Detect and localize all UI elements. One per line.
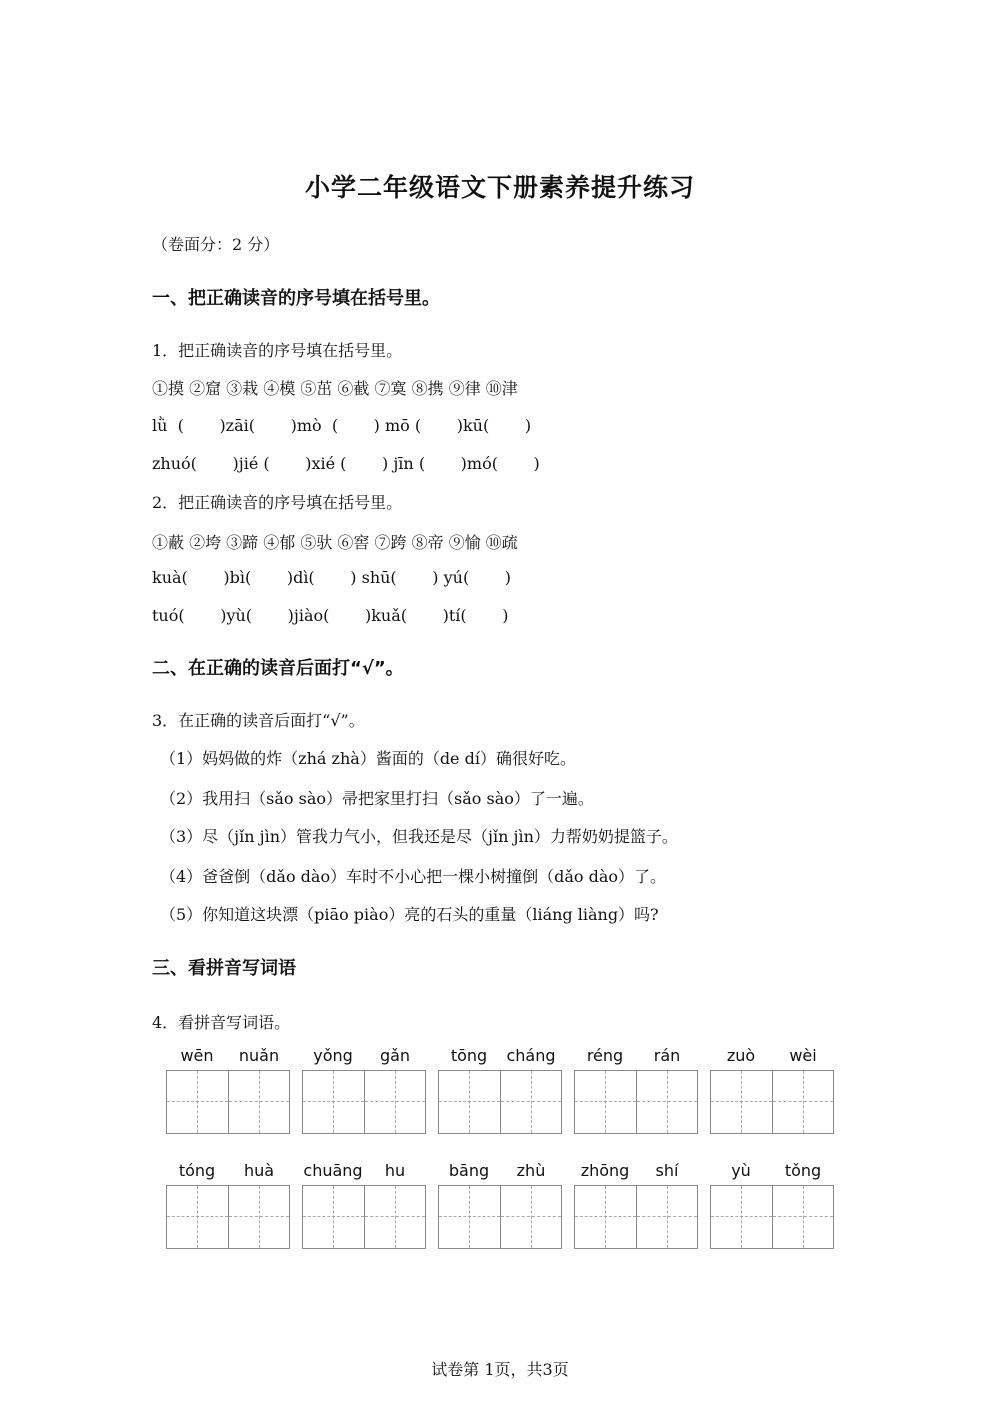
writing-boxes [574,1185,698,1249]
q1-chars: ①摸 ②窟 ③栽 ④模 ⑤茁 ⑥截 ⑦寞 ⑧携 ⑨律 ⑩津 [152,379,518,398]
tian-grid-box[interactable] [364,1071,425,1133]
tian-grid-box[interactable] [167,1186,228,1248]
tian-grid-box[interactable] [364,1186,425,1248]
tian-grid-box[interactable] [167,1071,228,1133]
writing-boxes [710,1185,834,1249]
tian-grid-box[interactable] [636,1186,697,1248]
pinyin-label: nuǎn [238,1046,280,1065]
writing-boxes [574,1070,698,1134]
tian-grid-box[interactable] [772,1186,833,1248]
q4-prompt: 4．看拼音写词语。 [152,1013,291,1032]
q3-item-4: （4）爸爸倒（dǎo dào）车时不小心把一棵小树撞倒（dǎo dào）了。 [160,867,667,886]
pinyin-label: zhōng [580,1161,630,1180]
writing-boxes [438,1185,562,1249]
pinyin-label: huà [243,1161,275,1180]
tian-grid-box[interactable] [500,1071,561,1133]
pinyin-label: hu [384,1161,406,1180]
q2-line1: kuà( )bì( )dì( ) shū( ) yú( ) [152,568,512,587]
writing-boxes [438,1070,562,1134]
section3-heading: 三、看拼音写词语 [152,958,296,979]
q3-item-3: （3）尽（jǐn jìn）管我力气小，但我还是尽（jǐn jìn）力帮奶奶提篮子。 [160,827,678,846]
q3-item-1: （1）妈妈做的炸（zhá zhà）酱面的（de dí）确很好吃。 [160,749,576,768]
pinyin-label: shí [655,1161,679,1180]
pinyin-label: zuò [726,1046,756,1065]
pinyin-label: tóng [178,1161,216,1180]
pinyin-label: cháng [506,1046,556,1065]
q1-line1: lǜ ( )zāi( )mò ( ) mō ( )kū( ) [152,416,532,435]
pinyin-label: tǒng [784,1161,822,1180]
tian-grid-box[interactable] [711,1071,772,1133]
tian-grid-box[interactable] [439,1071,500,1133]
pinyin-label: bāng [448,1161,490,1180]
writing-boxes [302,1070,426,1134]
tian-grid-box[interactable] [303,1071,364,1133]
section2-heading: 二、在正确的读音后面打“√”。 [152,658,404,679]
q2-chars: ①蔽 ②垮 ③蹄 ④郁 ⑤驮 ⑥窖 ⑦跨 ⑧帝 ⑨愉 ⑩疏 [152,533,518,552]
tian-grid-box[interactable] [772,1071,833,1133]
writing-boxes [166,1185,290,1249]
pinyin-label: chuāng [303,1161,363,1180]
pinyin-label: tōng [450,1046,488,1065]
q2-line2: tuó( )yù( )jiào( )kuǎ( )tí( ) [152,606,509,625]
q3-item-2: （2）我用扫（sǎo sào）帚把家里打扫（sǎo sào）了一遍。 [160,789,594,808]
pinyin-label: zhù [516,1161,546,1180]
tian-grid-box[interactable] [575,1186,636,1248]
pinyin-label: wēn [180,1046,214,1065]
writing-boxes [710,1070,834,1134]
q3-item-5: （5）你知道这块漂（piāo piào）亮的石头的重量（liáng liàng）吗? [160,905,659,924]
writing-boxes [302,1185,426,1249]
page-footer: 试卷第 1页，共3页 [431,1360,569,1379]
tian-grid-box[interactable] [575,1071,636,1133]
tian-grid-box[interactable] [439,1186,500,1248]
q1-line2: zhuó( )jié ( )xié ( ) jīn ( )mó( ) [152,454,540,473]
pinyin-label: yù [731,1161,751,1180]
pinyin-label: yǒng [313,1046,353,1065]
pinyin-label: gǎn [379,1046,411,1065]
tian-grid-box[interactable] [228,1071,289,1133]
q3-prompt: 3．在正确的读音后面打“√”。 [152,711,365,730]
q2-prompt: 2．把正确读音的序号填在括号里。 [152,493,403,512]
tian-grid-box[interactable] [303,1186,364,1248]
page-title: 小学二年级语文下册素养提升练习 [304,173,695,202]
tian-grid-box[interactable] [228,1186,289,1248]
q1-prompt: 1．把正确读音的序号填在括号里。 [152,341,403,360]
section1-heading: 一、把正确读音的序号填在括号里。 [152,288,440,309]
pinyin-label: réng [586,1046,624,1065]
tian-grid-box[interactable] [500,1186,561,1248]
tian-grid-box[interactable] [711,1186,772,1248]
writing-boxes [166,1070,290,1134]
tian-grid-box[interactable] [636,1071,697,1133]
pinyin-label: wèi [789,1046,817,1065]
score-note: （卷面分：2 分） [152,235,280,254]
pinyin-label: rán [653,1046,681,1065]
